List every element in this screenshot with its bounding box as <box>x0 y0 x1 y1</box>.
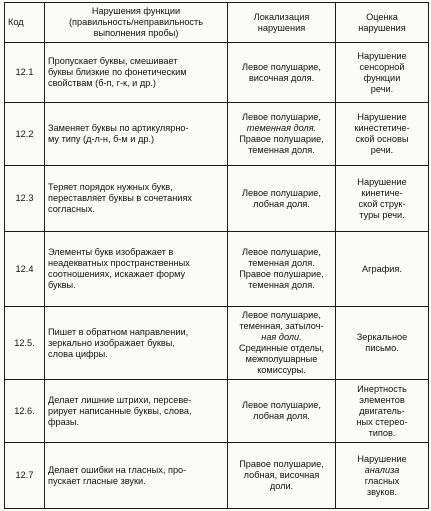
evaluation-line: Зеркальное <box>356 332 408 342</box>
localization-line: Левое полушарие, <box>242 61 321 72</box>
row-evaluation <box>336 232 429 307</box>
header-code <box>5 3 45 43</box>
table-row <box>5 380 429 443</box>
description-line: му типу (д-л-н, б-м и др.) <box>48 134 155 144</box>
header-localization-line: Локализация <box>253 11 310 22</box>
evaluation-line: ской струк- <box>358 198 406 209</box>
description-line: Делает лишние штрихи, персеве- <box>48 394 192 405</box>
evaluation-line: Нарушение <box>357 453 407 464</box>
evaluation-line: Нарушение <box>357 112 407 122</box>
description-line: Элементы букв изображает в <box>48 247 174 257</box>
header-evaluation-line: нарушения <box>358 22 406 33</box>
evaluation-line: Нарушение <box>357 50 407 61</box>
row-code: 12.3 <box>5 166 45 232</box>
description-line: рирует написанные буквы, слова, <box>48 405 192 416</box>
row-code: 12.6. <box>5 380 45 443</box>
table-row <box>5 307 429 380</box>
header-code-text: Код <box>8 17 24 27</box>
evaluation-line: типов. <box>368 427 396 438</box>
evaluation-line: кинетиче- <box>361 187 403 198</box>
evaluation-line: двигатель- <box>359 405 405 416</box>
evaluation-line: сенсорной <box>359 61 405 72</box>
description-line: буквы. <box>48 280 76 290</box>
description-line: зеркально изображает буквы, <box>48 337 175 348</box>
header-evaluation-line: Оценка <box>366 11 398 22</box>
table-header-row <box>5 3 429 43</box>
row-code: 12.7 <box>5 443 45 509</box>
localization-line: Левое полушарие, <box>242 247 321 257</box>
localization-line: комиссуры. <box>257 365 306 375</box>
description-line: согласных. <box>48 204 95 214</box>
localization-line: височная доля. <box>248 72 315 83</box>
row-description <box>45 380 228 443</box>
localization-line: Левое полушарие, <box>242 187 321 198</box>
row-localization <box>228 380 336 443</box>
row-description <box>45 43 228 103</box>
evaluation-line: речи. <box>370 83 394 94</box>
description-line: переставляет буквы в сочетаниях <box>48 193 193 203</box>
localization-line: теменная доля. <box>248 258 315 268</box>
localization-line: Срединные отделы, <box>238 343 325 353</box>
evaluation-line: ской основы <box>355 134 409 144</box>
evaluation-line: речи. <box>370 145 394 155</box>
localization-line: Правое полушарие, <box>239 459 324 469</box>
description-line: Пропускает буквы, смешивает <box>48 56 178 66</box>
evaluation-line: анализа <box>364 464 400 475</box>
row-description <box>45 307 228 380</box>
evaluation-line: Нарушение <box>357 176 407 187</box>
description-line: пускает гласные звуки. <box>48 475 146 486</box>
evaluation-line: элементов <box>359 394 405 405</box>
localization-line: Левое полушарие, <box>242 310 321 320</box>
localization-line: лобная, височная <box>243 470 320 480</box>
row-description <box>45 443 228 509</box>
row-code: 12.5. <box>5 307 45 380</box>
row-localization <box>228 103 336 166</box>
description-line: Теряет порядок нужных букв, <box>48 182 173 192</box>
localization-line: теменная доля. <box>248 280 315 290</box>
localization-line: Правое полушарие, <box>239 269 324 279</box>
row-code: 12.4 <box>5 232 45 307</box>
description-line: Делает ошибки на гласных, про- <box>48 464 187 475</box>
row-evaluation <box>336 103 429 166</box>
description-line: слова цифры. <box>48 348 108 359</box>
localization-line: теменная доля. <box>246 123 317 133</box>
description-line: соотношениях, искажает форму <box>48 269 186 279</box>
evaluation-line: гласных <box>364 475 400 486</box>
evaluation-line: кинестетиче- <box>354 123 410 133</box>
row-localization <box>228 232 336 307</box>
row-evaluation <box>336 166 429 232</box>
row-code: 12.1 <box>5 43 45 103</box>
description-line: фразы. <box>48 416 80 427</box>
row-description <box>45 232 228 307</box>
table-row <box>5 166 429 232</box>
description-line: неадекватных пространственных <box>48 258 190 268</box>
row-evaluation <box>336 443 429 509</box>
header-impairment-line: выполнения пробы) <box>93 28 179 38</box>
header-localization <box>228 3 336 43</box>
localization-line: Левое полушарие, <box>242 112 321 122</box>
description-line: Заменяет буквы по артикулярно- <box>48 123 189 133</box>
localization-line: доли. <box>269 481 294 491</box>
evaluation-line: Инертность <box>357 383 407 394</box>
impairment-table <box>4 2 429 509</box>
row-localization <box>228 307 336 380</box>
header-localization-line: нарушения <box>257 22 306 33</box>
localization-line: Правое полушарие, <box>239 134 324 144</box>
row-code: 12.2 <box>5 103 45 166</box>
row-evaluation <box>336 380 429 443</box>
table-row <box>5 103 429 166</box>
description-line: буквы близкие по фонетическим <box>48 67 187 77</box>
header-impairment <box>45 3 228 43</box>
row-localization <box>228 443 336 509</box>
table-row <box>5 232 429 307</box>
row-evaluation <box>336 307 429 380</box>
localization-line: лобная доля. <box>253 198 310 209</box>
evaluation-line: туры речи. <box>359 209 405 220</box>
row-evaluation <box>336 43 429 103</box>
evaluation-line: функции <box>363 72 401 83</box>
localization-line: лобная доля. <box>253 411 310 421</box>
table-row <box>5 43 429 103</box>
evaluation-line: Аграфия. <box>362 263 402 274</box>
localization-line: Левое полушарие, <box>242 400 321 410</box>
localization-line: межполушарные <box>245 354 318 364</box>
row-localization <box>228 43 336 103</box>
localization-line: теменная доля. <box>248 145 315 155</box>
row-description <box>45 166 228 232</box>
header-impairment-line: Нарушения функции <box>91 6 181 16</box>
table-row <box>5 443 429 509</box>
header-impairment-line: (правильность/неправильность <box>68 17 204 27</box>
row-localization <box>228 166 336 232</box>
evaluation-line: звуков. <box>366 486 398 497</box>
description-line: свойствам (б-п, г-к, и др.) <box>48 78 156 88</box>
evaluation-line: письмо. <box>365 343 399 353</box>
row-description <box>45 103 228 166</box>
header-evaluation <box>336 3 429 43</box>
description-line: Пишет в обратном направлении, <box>48 326 189 337</box>
localization-line: теменная, затылоч- <box>239 321 324 331</box>
evaluation-line: ных стерео- <box>356 416 408 427</box>
localization-line: ная доли. <box>261 332 302 342</box>
